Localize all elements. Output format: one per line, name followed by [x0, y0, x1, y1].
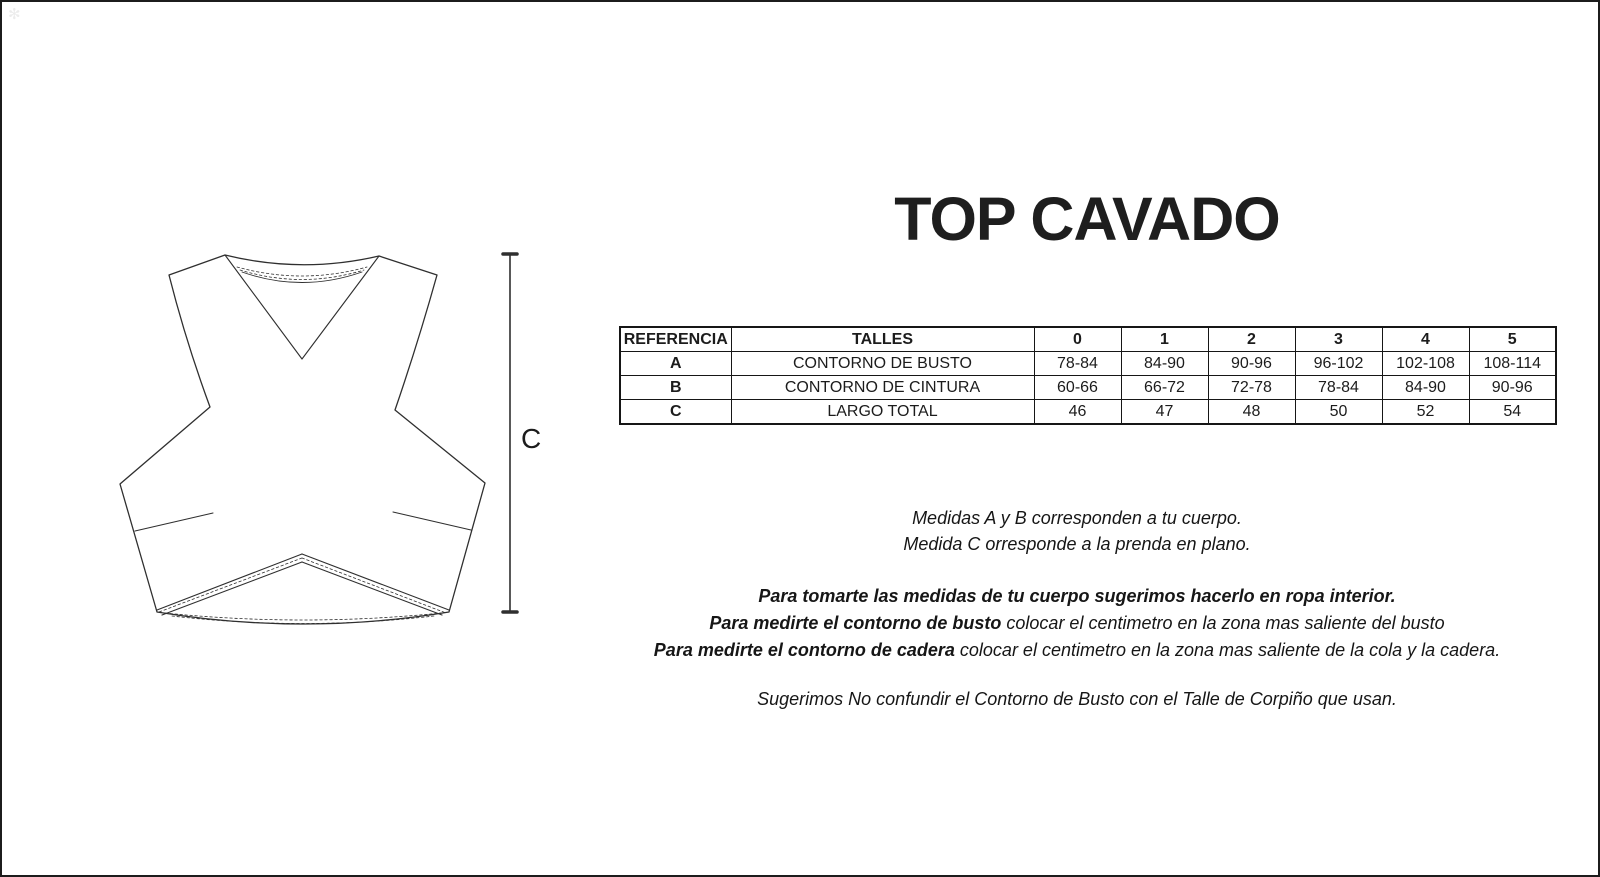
faint-corner-glyph: ✻ — [8, 6, 21, 23]
cell-value: 47 — [1121, 400, 1208, 425]
table-row-bust — [620, 352, 1556, 376]
note-line-intro: Para tomarte las medidas de tu cuerpo sugerimos hacerlo en ropa interior. — [758, 586, 1396, 606]
cell-value: 48 — [1208, 400, 1295, 425]
cell-value: 102-108 — [1382, 352, 1469, 376]
header-size-5: 5 — [1469, 327, 1556, 352]
cell-value: 78-84 — [1295, 376, 1382, 400]
cell-value: 72-78 — [1208, 376, 1295, 400]
cell-value: 84-90 — [1382, 376, 1469, 400]
note-line-warning: Sugerimos No confundir el Contorno de Busto con el Talle de Corpiño que usan. — [757, 689, 1397, 709]
note-line: Medidas A y B corresponden a tu cuerpo. — [912, 508, 1242, 528]
note-line-bust — [607, 610, 1547, 637]
header-size-0: 0 — [1034, 327, 1121, 352]
cell-value: 108-114 — [1469, 352, 1556, 376]
row-measure: CONTORNO DE BUSTO — [731, 352, 1034, 376]
page-title: TOP CAVADO — [894, 185, 1280, 253]
cell-value: 52 — [1382, 400, 1469, 425]
measurement-line-c — [503, 254, 517, 612]
cell-value: 90-96 — [1469, 376, 1556, 400]
row-ref: B — [620, 376, 731, 400]
table-row-length — [620, 400, 1556, 425]
cell-value: 50 — [1295, 400, 1382, 425]
garment-silhouette — [120, 255, 485, 624]
garment-flat-sketch — [2, 2, 602, 702]
notes-warning — [607, 687, 1547, 712]
size-table — [619, 326, 1557, 425]
row-ref: A — [620, 352, 731, 376]
header-size-4: 4 — [1382, 327, 1469, 352]
header-size-3: 3 — [1295, 327, 1382, 352]
header-size-2: 2 — [1208, 327, 1295, 352]
notes-body-measures — [607, 506, 1547, 557]
cell-value: 78-84 — [1034, 352, 1121, 376]
notes-how-to-measure — [607, 583, 1547, 664]
size-table-header-row — [620, 327, 1556, 352]
measurement-label-c: C — [521, 423, 542, 454]
header-talles: TALLES — [731, 327, 1034, 352]
note-line: Medida C orresponde a la prenda en plano. — [903, 533, 1251, 554]
cell-value: 90-96 — [1208, 352, 1295, 376]
cell-value: 46 — [1034, 400, 1121, 425]
cell-value: 66-72 — [1121, 376, 1208, 400]
row-ref: C — [620, 400, 731, 425]
cell-value: 54 — [1469, 400, 1556, 425]
cell-value: 84-90 — [1121, 352, 1208, 376]
cell-value: 96-102 — [1295, 352, 1382, 376]
row-measure: LARGO TOTAL — [731, 400, 1034, 425]
note-hip-bold: Para medirte el contorno de cadera — [653, 640, 955, 660]
cell-value: 60-66 — [1034, 376, 1121, 400]
row-measure: CONTORNO DE CINTURA — [731, 376, 1034, 400]
note-bust-rest: colocar el centimetro en la zona mas saliente del busto — [1001, 613, 1445, 633]
header-referencia: REFERENCIA — [620, 327, 731, 352]
table-row-waist — [620, 376, 1556, 400]
note-line-hip — [607, 637, 1547, 664]
note-hip-rest: colocar el centimetro en la zona mas saliente de la cola y la cadera. — [954, 640, 1501, 660]
header-size-1: 1 — [1121, 327, 1208, 352]
note-bust-bold: Para medirte el contorno de busto — [709, 613, 1002, 633]
